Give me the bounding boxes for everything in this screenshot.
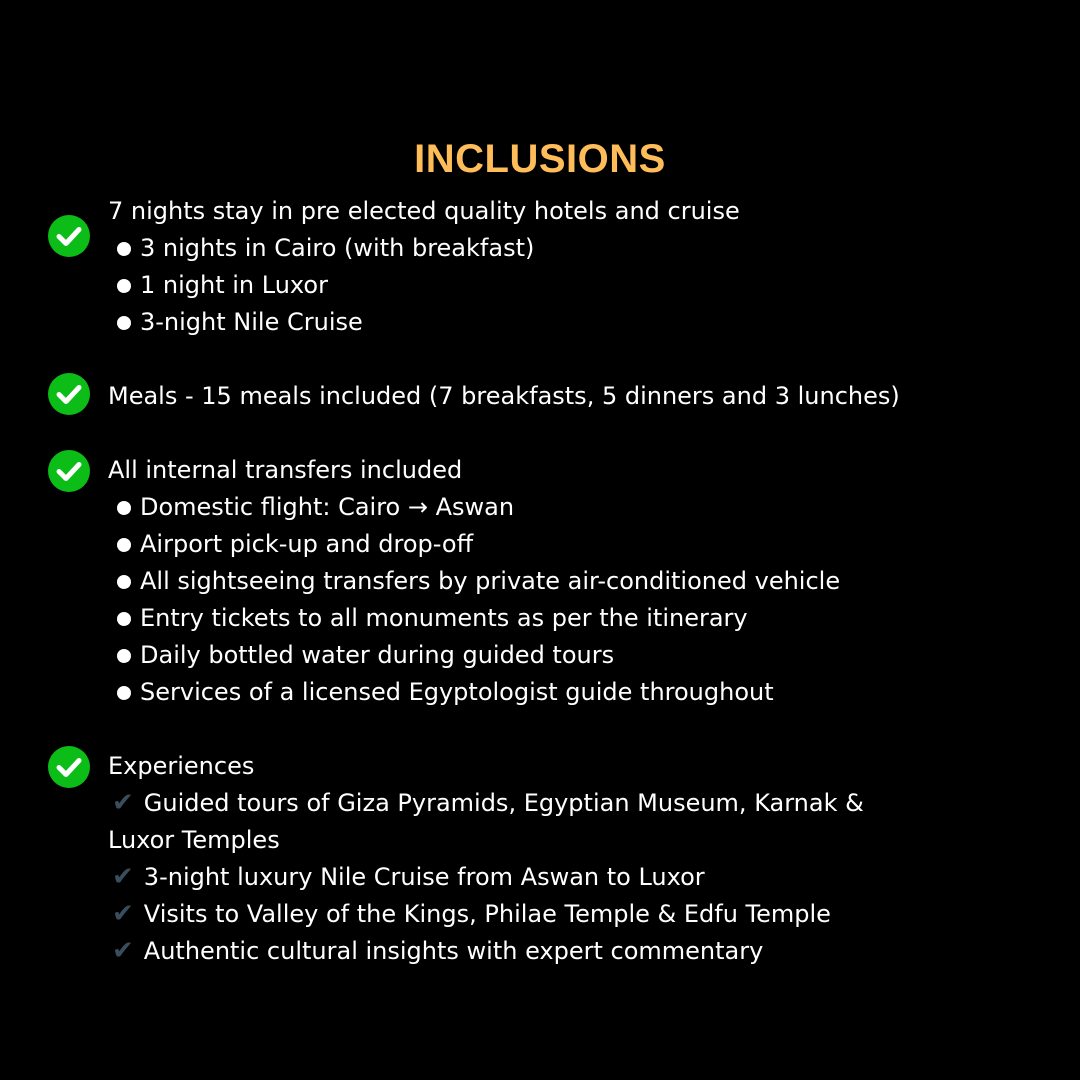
check-mark-icon: ✔ xyxy=(112,899,134,929)
list-item: 1 night in Luxor xyxy=(108,267,1008,304)
list-item: Services of a licensed Egyptologist guide throughout xyxy=(108,674,1008,711)
check-circle-icon xyxy=(48,450,90,492)
list-item: All sightseeing transfers by private air-conditioned vehicle xyxy=(108,563,1008,600)
bullet-dot-icon xyxy=(117,242,131,256)
bullet-dot-icon xyxy=(117,501,131,515)
check-mark-icon: ✔ xyxy=(112,862,134,892)
list-item: ✔ Visits to Valley of the Kings, Philae Temple & Edfu Temple xyxy=(108,896,1008,933)
list-item: ✔ Authentic cultural insights with expert commentary xyxy=(108,933,1008,970)
check-circle-icon xyxy=(48,373,90,415)
section-heading: Meals - 15 meals included (7 breakfasts, 5 dinners and 3 lunches) xyxy=(108,382,900,410)
bullet-dot-icon xyxy=(117,575,131,589)
bullet-dot-icon xyxy=(117,686,131,700)
list-item: 3 nights in Cairo (with breakfast) xyxy=(108,230,1008,267)
bullet-dot-icon xyxy=(117,538,131,552)
list-item: ✔ 3-night luxury Nile Cruise from Aswan to Luxor xyxy=(108,859,1008,896)
list-item: Airport pick-up and drop-off xyxy=(108,526,1008,563)
list-item: Domestic flight: Cairo → Aswan xyxy=(108,489,1008,526)
list-item: ✔ Guided tours of Giza Pyramids, Egyptian Museum, Karnak & Luxor Temples xyxy=(108,785,928,859)
section-heading: Experiences xyxy=(108,752,255,780)
check-circle-icon xyxy=(48,215,90,257)
bullet-dot-icon xyxy=(117,316,131,330)
check-circle-icon xyxy=(48,746,90,788)
section-heading: 7 nights stay in pre elected quality hotels and cruise xyxy=(108,197,740,225)
list-item: Entry tickets to all monuments as per the itinerary xyxy=(108,600,1008,637)
check-mark-icon: ✔ xyxy=(112,936,134,966)
bullet-dot-icon xyxy=(117,649,131,663)
page-title: INCLUSIONS xyxy=(414,137,666,181)
check-mark-icon: ✔ xyxy=(112,788,134,818)
bullet-dot-icon xyxy=(117,279,131,293)
list-item: Daily bottled water during guided tours xyxy=(108,637,1008,674)
list-item: 3-night Nile Cruise xyxy=(108,304,1008,341)
section-heading: All internal transfers included xyxy=(108,456,463,484)
bullet-dot-icon xyxy=(117,612,131,626)
